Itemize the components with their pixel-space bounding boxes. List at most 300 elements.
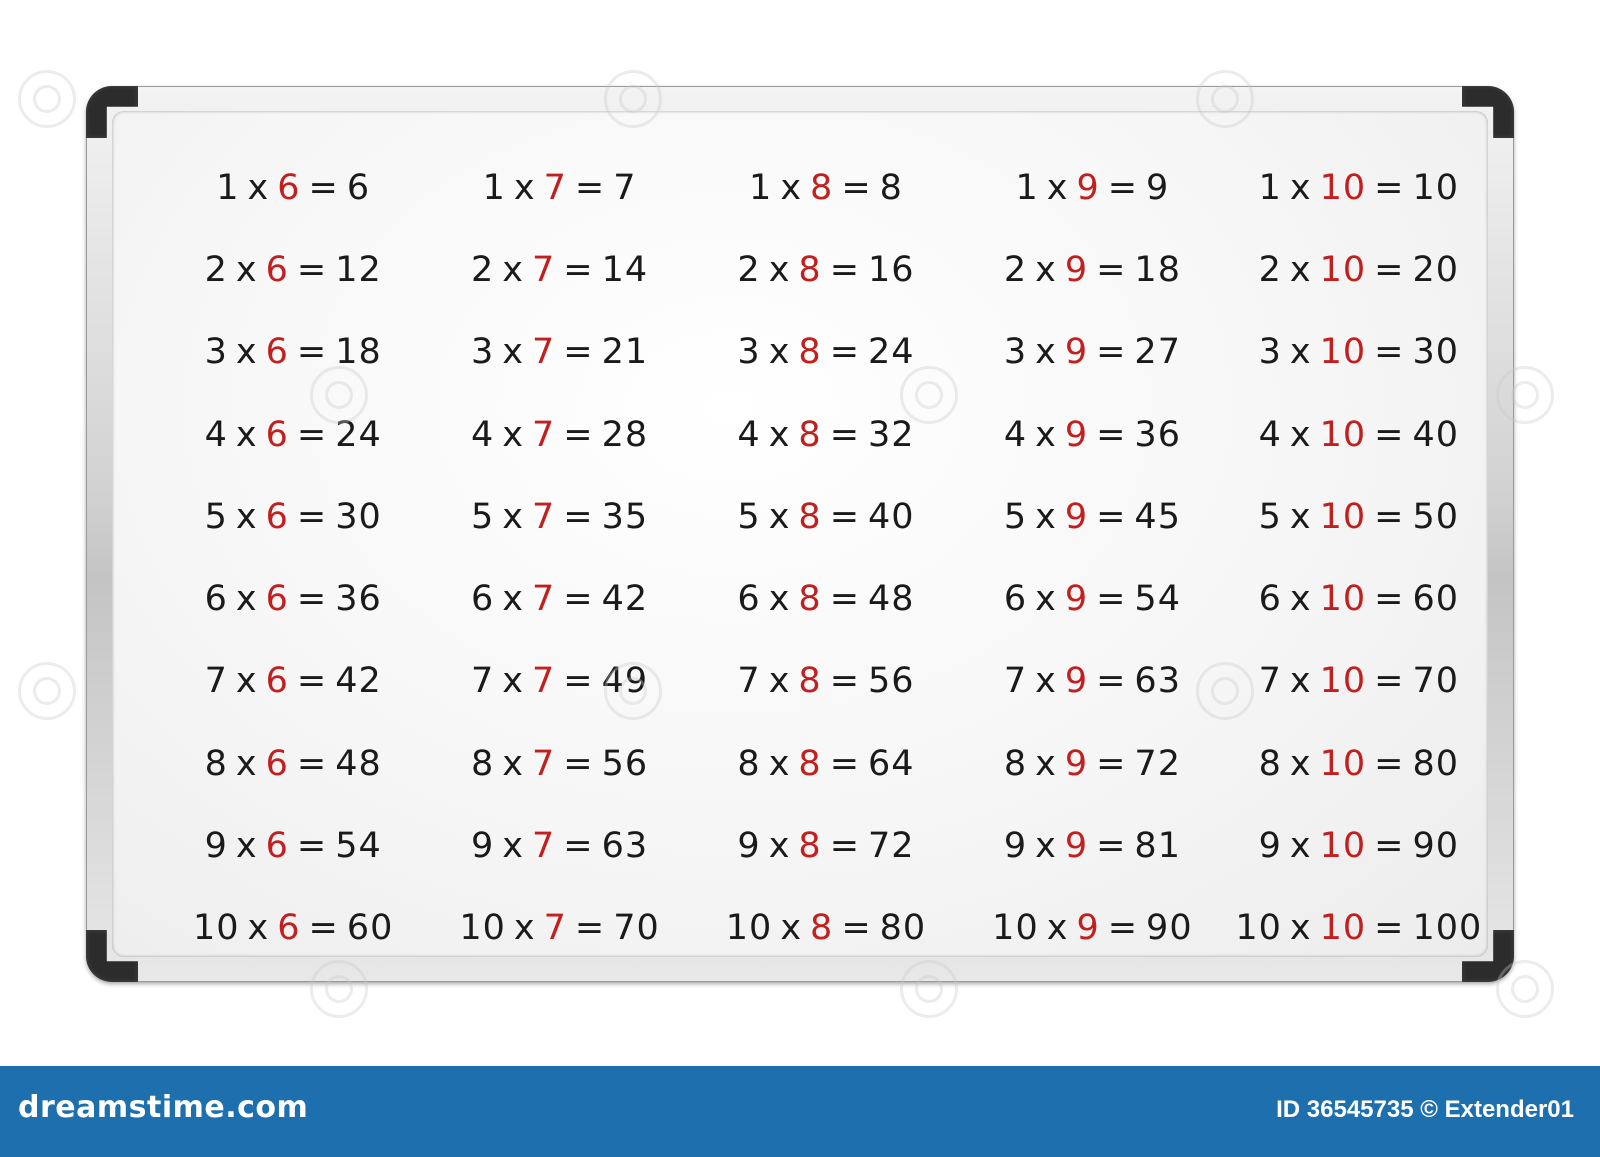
multiplier: 9 [471,825,495,866]
product: 27 [1134,332,1181,373]
multiplier: 4 [1003,414,1028,455]
product: 80 [1412,743,1459,784]
product: 63 [601,825,649,866]
factor: 7 [532,825,556,866]
equals-sign: = [829,825,861,866]
factor: 9 [1064,661,1089,702]
times-sign: x [513,168,536,208]
equals-sign: = [563,825,594,866]
times-sign: x [1035,579,1057,620]
equation [1004,740,1181,788]
multiplier: 1 [749,168,773,208]
multiplier: 8 [1003,743,1028,784]
factor: 7 [543,168,567,208]
watermark-icon [18,662,76,720]
equation [216,164,370,212]
equation [1004,657,1181,705]
factor: 9 [1076,907,1100,948]
multiplier: 2 [1258,250,1282,291]
factor: 10 [1319,332,1367,373]
product: 32 [868,414,915,455]
product: 40 [868,496,915,537]
factor: 8 [798,414,822,455]
multiplier: 10 [192,907,240,948]
equals-sign: = [1107,907,1139,948]
multiplier: 1 [1015,168,1039,208]
product: 16 [868,250,915,291]
equals-sign: = [574,168,606,208]
product: 72 [1134,743,1181,784]
equation [205,328,382,376]
times-sign: x [1289,743,1312,784]
equals-sign: = [1096,825,1127,866]
product: 100 [1412,907,1483,948]
equals-sign: = [308,168,339,208]
multiplier: 1 [482,168,506,208]
product: 60 [1412,579,1459,620]
multiplier: 9 [737,825,761,866]
equation [205,740,382,788]
times-sign: x [513,907,536,948]
product: 45 [1134,496,1181,537]
times-sign: x [235,496,258,537]
times-sign: x [1289,661,1312,702]
multiplier: 6 [471,579,495,620]
times-sign: x [1046,168,1069,208]
factor: 9 [1064,743,1089,784]
equation [737,657,914,705]
equals-sign: = [296,332,328,373]
times-sign: x [502,825,525,866]
factor: 10 [1319,743,1367,784]
equation [471,411,648,459]
multiplication-table [160,154,1492,966]
multiplier: 8 [737,743,761,784]
multiplier: 10 [1235,907,1282,948]
times-sign: x [1289,579,1312,620]
equation [205,657,382,705]
equals-sign: = [829,579,861,620]
factor: 9 [1064,250,1089,291]
multiplier: 3 [1003,332,1028,373]
multiplier: 9 [1258,825,1282,866]
image-credit: ID 36545735 © Extender01 [1276,1096,1574,1123]
factor: 7 [532,414,556,455]
equation [205,822,382,870]
equals-sign: = [841,168,872,208]
factor: 8 [798,250,822,291]
product: 60 [346,907,394,948]
factor: 9 [1064,496,1089,537]
equals-sign: = [1096,250,1127,291]
equation [1259,493,1459,541]
multiplier: 7 [737,661,761,702]
times-sign: x [247,168,270,208]
product: 36 [1134,414,1181,455]
equation [1259,657,1459,705]
equation [459,904,659,952]
times-sign: x [1289,414,1312,455]
multiplier: 7 [204,661,228,702]
multiplier: 10 [725,907,773,948]
product: 48 [335,743,382,784]
equals-sign: = [1374,168,1405,208]
multiplier: 9 [204,825,228,866]
equals-sign: = [296,414,328,455]
product: 18 [335,332,382,373]
product: 18 [1134,250,1181,291]
product: 42 [335,661,382,702]
equation [471,740,648,788]
product: 56 [601,743,649,784]
product: 20 [1412,250,1459,291]
equals-sign: = [829,661,861,702]
times-sign: x [235,661,258,702]
equation [1259,740,1459,788]
equation [1259,328,1459,376]
multiplier: 4 [471,414,495,455]
equation [471,822,648,870]
multiplier: 5 [737,496,761,537]
factor: 10 [1319,496,1367,537]
equation [726,904,926,952]
watermark-icon [1196,70,1254,128]
equation [737,575,914,623]
factor: 6 [265,825,289,866]
multiplier: 2 [204,250,228,291]
factor: 9 [1064,825,1089,866]
times-sign: x [235,250,258,291]
equation [205,246,382,294]
multiplier: 4 [737,414,761,455]
equals-sign: = [296,579,328,620]
equals-sign: = [829,496,861,537]
times-sign: x [502,332,525,373]
product: 9 [1146,168,1170,208]
equals-sign: = [1374,825,1405,866]
multiplier: 10 [459,907,506,948]
table-column-10 [1226,154,1492,966]
product: 12 [335,250,382,291]
equation [1004,328,1181,376]
equals-sign: = [1374,250,1405,291]
factor: 6 [265,661,289,702]
equation [483,164,637,212]
product: 90 [1412,825,1459,866]
equation [205,493,382,541]
product: 24 [335,414,382,455]
equals-sign: = [1096,661,1127,702]
equals-sign: = [1374,496,1405,537]
multiplier: 7 [1003,661,1028,702]
times-sign: x [1035,332,1057,373]
multiplier: 5 [204,496,228,537]
product: 50 [1412,496,1459,537]
equals-sign: = [563,250,594,291]
footer-bar [0,1066,1600,1157]
product: 40 [1412,414,1459,455]
equation [1259,822,1459,870]
times-sign: x [502,579,525,620]
times-sign: x [1289,250,1312,291]
watermark-icon [18,70,76,128]
whiteboard-frame [86,86,1514,982]
equation [1004,411,1181,459]
product: 80 [879,907,927,948]
times-sign: x [247,907,270,948]
equals-sign: = [574,907,606,948]
times-sign: x [235,825,258,866]
times-sign: x [768,579,791,620]
equals-sign: = [1374,661,1405,702]
times-sign: x [768,825,791,866]
times-sign: x [1289,496,1312,537]
watermark-icon [900,960,958,1018]
equation [1004,246,1181,294]
product: 54 [1134,579,1181,620]
factor: 7 [532,661,556,702]
equals-sign: = [841,907,872,948]
watermark-icon [310,960,368,1018]
times-sign: x [768,661,791,702]
multiplier: 4 [1258,414,1282,455]
times-sign: x [235,414,258,455]
factor: 10 [1319,661,1367,702]
product: 70 [613,907,660,948]
equals-sign: = [296,496,328,537]
factor: 6 [265,743,289,784]
multiplier: 3 [737,332,761,373]
equals-sign: = [563,579,594,620]
multiplier: 3 [471,332,495,373]
times-sign: x [1289,332,1312,373]
equation [992,904,1192,952]
times-sign: x [1035,496,1057,537]
product: 14 [601,250,649,291]
equals-sign: = [1374,743,1405,784]
watermark-icon [601,661,662,720]
factor: 7 [532,579,556,620]
watermark-icon [1496,960,1554,1018]
factor: 6 [265,250,289,291]
equation [1015,164,1169,212]
times-sign: x [768,496,791,537]
product: 30 [335,496,382,537]
times-sign: x [768,250,791,291]
equation [1235,904,1482,952]
factor: 7 [532,496,556,537]
factor: 7 [543,907,567,948]
equals-sign: = [1107,168,1139,208]
equals-sign: = [296,250,328,291]
equals-sign: = [829,250,861,291]
factor: 9 [1076,168,1100,208]
factor: 8 [810,907,834,948]
multiplier: 1 [1258,168,1282,208]
multiplier: 5 [1258,496,1282,537]
equals-sign: = [1096,414,1127,455]
product: 81 [1134,825,1181,866]
times-sign: x [502,661,525,702]
multiplier: 6 [737,579,761,620]
times-sign: x [502,743,525,784]
factor: 8 [798,661,822,702]
equation [193,904,393,952]
times-sign: x [1035,825,1057,866]
product: 49 [601,661,649,702]
equals-sign: = [829,414,861,455]
equals-sign: = [308,907,339,948]
times-sign: x [1035,743,1057,784]
equation [1259,411,1459,459]
multiplier: 3 [204,332,228,373]
times-sign: x [1289,825,1312,866]
factor: 8 [798,496,822,537]
equals-sign: = [563,414,594,455]
watermark-icon [900,366,958,424]
times-sign: x [768,414,791,455]
product: 48 [868,579,915,620]
factor: 10 [1319,907,1367,948]
equation [1004,493,1181,541]
times-sign: x [1289,168,1312,208]
table-column-8 [693,154,959,966]
multiplier: 8 [471,743,495,784]
product: 28 [601,414,649,455]
equation [471,493,648,541]
product: 36 [335,579,382,620]
equals-sign: = [829,743,861,784]
factor: 8 [798,332,822,373]
equation [471,328,648,376]
times-sign: x [768,743,791,784]
multiplier: 6 [204,579,228,620]
factor: 7 [532,743,556,784]
equals-sign: = [1374,579,1405,620]
multiplier: 5 [1003,496,1028,537]
equals-sign: = [563,496,594,537]
multiplier: 7 [471,661,495,702]
product: 7 [613,168,637,208]
product: 24 [868,332,915,373]
equals-sign: = [1374,907,1405,948]
equals-sign: = [563,743,594,784]
multiplier: 10 [992,907,1039,948]
times-sign: x [1289,907,1312,948]
brand-logo: dreamstime.com [18,1090,309,1125]
product: 56 [868,661,915,702]
product: 30 [1412,332,1459,373]
times-sign: x [768,332,791,373]
equals-sign: = [1096,496,1127,537]
equation [1004,575,1181,623]
equation [1259,246,1459,294]
times-sign: x [1046,907,1069,948]
factor: 7 [532,250,556,291]
equals-sign: = [1374,332,1405,373]
multiplier: 1 [216,168,240,208]
equals-sign: = [829,332,861,373]
equation [1004,822,1181,870]
equation [737,822,914,870]
factor: 9 [1064,332,1089,373]
table-column-6 [160,154,426,966]
product: 42 [601,579,649,620]
equation [471,246,648,294]
product: 63 [1134,661,1181,702]
factor: 6 [265,414,289,455]
product: 54 [335,825,382,866]
equation [1259,575,1459,623]
equation [737,740,914,788]
multiplier: 8 [1258,743,1282,784]
factor: 8 [798,743,822,784]
equals-sign: = [563,332,594,373]
times-sign: x [502,496,525,537]
factor: 7 [532,332,556,373]
product: 10 [1412,168,1459,208]
product: 70 [1412,661,1459,702]
factor: 6 [265,496,289,537]
times-sign: x [1035,414,1057,455]
multiplier: 8 [204,743,228,784]
times-sign: x [1035,250,1057,291]
equals-sign: = [296,661,328,702]
factor: 6 [265,579,289,620]
factor: 6 [277,168,301,208]
product: 6 [346,168,371,208]
factor: 8 [810,168,834,208]
factor: 10 [1319,250,1367,291]
times-sign: x [235,332,258,373]
times-sign: x [780,907,803,948]
times-sign: x [780,168,803,208]
equals-sign: = [1096,743,1127,784]
equation [737,246,914,294]
product: 90 [1146,907,1193,948]
equals-sign: = [1374,414,1405,455]
multiplier: 5 [471,496,495,537]
table-column-9 [959,154,1225,966]
watermark-icon [310,366,368,424]
times-sign: x [502,250,525,291]
multiplier: 9 [1003,825,1028,866]
equals-sign: = [296,825,328,866]
multiplier: 4 [204,414,228,455]
multiplier: 2 [737,250,761,291]
equation [737,493,914,541]
factor: 6 [277,907,301,948]
equation [205,575,382,623]
whiteboard-surface [112,111,1488,957]
equation [749,164,903,212]
times-sign: x [502,414,525,455]
multiplier: 2 [471,250,495,291]
times-sign: x [235,743,258,784]
times-sign: x [235,579,258,620]
multiplier: 6 [1258,579,1282,620]
product: 21 [601,332,649,373]
equals-sign: = [1096,332,1127,373]
product: 72 [868,825,915,866]
watermark-icon [1196,662,1254,720]
factor: 9 [1064,414,1089,455]
multiplier: 3 [1258,332,1282,373]
factor: 9 [1064,579,1089,620]
factor: 10 [1319,414,1367,455]
factor: 8 [798,825,822,866]
multiplier: 2 [1003,250,1028,291]
